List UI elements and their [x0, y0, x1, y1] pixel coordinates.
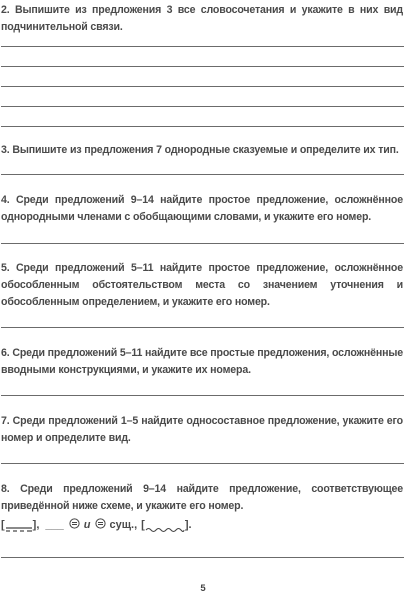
task-6 — [0, 345, 406, 379]
task-4-text: 4. Среди предложений 9–14 найдите простое предложение, осложнённое однородными членами с обобщающими словами, и укажите его номер. — [1, 194, 403, 223]
answer-line-2-1[interactable] — [1, 46, 404, 47]
answer-line-2-2[interactable] — [1, 66, 404, 67]
scheme-open-bracket: [ — [1, 519, 5, 531]
sentence-scheme — [1, 517, 406, 533]
task-3 — [0, 142, 406, 159]
answer-line-7[interactable] — [1, 463, 404, 464]
task-7-text: 7. Среди предложений 1–5 найдите односоставное предложение, укажите его номер и определите вид. — [1, 415, 403, 444]
task-6-text: 6. Среди предложений 5–11 найдите все простые предложения, осложнённые вводными конструкциями, и укажите их номера. — [1, 347, 403, 376]
task-8 — [0, 481, 406, 533]
answer-line-6[interactable] — [1, 395, 404, 396]
task-8-text: 8. Среди предложений 9–14 найдите предложение, соответствующее приведённой ниже схеме, и укажите его номер. — [1, 483, 403, 512]
task-4 — [0, 192, 406, 226]
answer-line-8[interactable] — [1, 557, 404, 558]
answer-line-5[interactable] — [1, 327, 404, 328]
subject-underline-icon — [5, 521, 33, 533]
answer-line-3[interactable] — [1, 174, 404, 175]
task-5 — [0, 260, 406, 311]
task-2-text: 2. Выпишите из предложения 3 все словосочетания и укажите в них вид подчинительной связи. — [1, 4, 403, 33]
task-5-text: 5. Среди предложений 5–11 найдите простое предложение, осложнённое обособленным обстоятельством места со значением уточнения и обособленным определением, и укажите его номер. — [1, 262, 403, 308]
scheme-end-bracket: ]. — [184, 519, 192, 531]
answer-line-2-4[interactable] — [1, 106, 404, 107]
scheme-blank: ___ — [45, 519, 64, 531]
circle-minus-icon-2 — [95, 517, 106, 533]
answer-line-2-3[interactable] — [1, 86, 404, 87]
page-number: 5 — [200, 583, 206, 594]
task-7 — [0, 413, 406, 447]
scheme-close-bracket: ], — [32, 519, 40, 531]
predicate-wavy-icon — [145, 521, 185, 533]
task-2 — [0, 2, 406, 36]
scheme-open-bracket-2: [ — [141, 519, 145, 531]
task-3-text: 3. Выпишите из предложения 7 однородные сказуемые и определите их тип. — [1, 144, 399, 156]
answer-line-4[interactable] — [1, 243, 404, 244]
answer-line-2-5[interactable] — [1, 126, 404, 127]
scheme-conjunction: и — [83, 519, 91, 531]
scheme-noun: сущ., — [109, 519, 138, 531]
circle-minus-icon-1 — [69, 517, 80, 533]
